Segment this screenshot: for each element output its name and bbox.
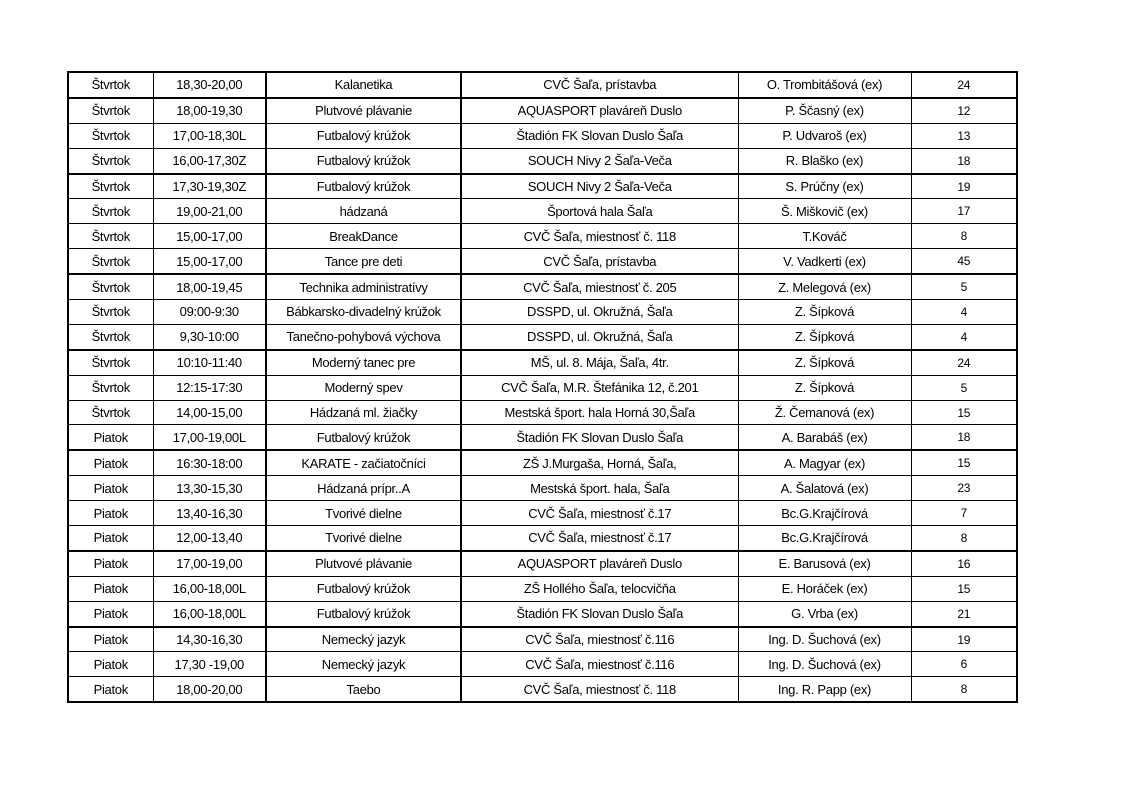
day-cell: Štvrtok [68,224,153,249]
schedule-table-body [68,72,1017,702]
count-cell: 8 [911,526,1017,551]
leader-cell: E. Barusová (ex) [738,551,911,576]
table-row [68,199,1017,224]
time-cell: 10:10-11:40 [153,350,266,375]
count-cell: 16 [911,551,1017,576]
location-cell: CVČ Šaľa, miestnosť č.116 [461,652,738,677]
table-row [68,425,1017,450]
leader-cell: Ing. D. Šuchová (ex) [738,652,911,677]
activity-cell: Bábkarsko-divadelný krúžok [266,300,461,325]
table-row [68,274,1017,299]
leader-cell: O. Trombitášová (ex) [738,72,911,98]
time-cell: 15,00-17,00 [153,224,266,249]
time-cell: 13,40-16,30 [153,501,266,526]
activity-cell: Nemecký jazyk [266,652,461,677]
count-cell: 4 [911,300,1017,325]
table-row [68,627,1017,652]
location-cell: CVČ Šaľa, miestnosť č.17 [461,526,738,551]
count-cell: 8 [911,224,1017,249]
table-row [68,249,1017,274]
time-cell: 17,00-19,00 [153,551,266,576]
activity-cell: Tance pre deti [266,249,461,274]
day-cell: Piatok [68,677,153,702]
day-cell: Piatok [68,652,153,677]
table-row [68,350,1017,375]
count-cell: 12 [911,98,1017,123]
day-cell: Štvrtok [68,300,153,325]
day-cell: Štvrtok [68,199,153,224]
activity-cell: Hádzaná ml. žiačky [266,400,461,425]
location-cell: SOUCH Nivy 2 Šaľa-Veča [461,148,738,173]
table-row [68,148,1017,173]
activity-cell: hádzaná [266,199,461,224]
leader-cell: P. Ščasný (ex) [738,98,911,123]
day-cell: Piatok [68,425,153,450]
table-row [68,98,1017,123]
activity-cell: Futbalový krúžok [266,174,461,199]
activity-cell: KARATE - začiatočníci [266,450,461,475]
table-row [68,174,1017,199]
location-cell: ZŠ Hollého Šaľa, telocvičňa [461,576,738,601]
time-cell: 12,00-13,40 [153,526,266,551]
table-row [68,551,1017,576]
table-row [68,400,1017,425]
count-cell: 5 [911,274,1017,299]
time-cell: 13,30-15,30 [153,476,266,501]
activity-cell: Plutvové plávanie [266,551,461,576]
time-cell: 19,00-21,00 [153,199,266,224]
table-row [68,476,1017,501]
day-cell: Piatok [68,551,153,576]
day-cell: Štvrtok [68,98,153,123]
time-cell: 12:15-17:30 [153,375,266,400]
time-cell: 9,30-10:00 [153,324,266,349]
location-cell: Štadión FK Slovan Duslo Šaľa [461,425,738,450]
day-cell: Štvrtok [68,72,153,98]
day-cell: Piatok [68,576,153,601]
day-cell: Štvrtok [68,400,153,425]
activity-cell: Hádzaná prípr..A [266,476,461,501]
activity-cell: Futbalový krúžok [266,425,461,450]
location-cell: CVČ Šaľa, miestnosť č.17 [461,501,738,526]
leader-cell: A. Barabáš (ex) [738,425,911,450]
activity-cell: Plutvové plávanie [266,98,461,123]
time-cell: 16,00-18,00L [153,576,266,601]
leader-cell: Z. Šípková [738,300,911,325]
table-row [68,677,1017,702]
count-cell: 7 [911,501,1017,526]
day-cell: Piatok [68,450,153,475]
activity-cell: Kalanetika [266,72,461,98]
day-cell: Štvrtok [68,249,153,274]
activity-cell: Nemecký jazyk [266,627,461,652]
count-cell: 18 [911,425,1017,450]
table-row [68,375,1017,400]
leader-cell: E. Horáček (ex) [738,576,911,601]
location-cell: CVČ Šaľa, prístavba [461,249,738,274]
count-cell: 4 [911,324,1017,349]
activity-cell: Moderný spev [266,375,461,400]
day-cell: Piatok [68,476,153,501]
location-cell: Mestská šport. hala, Šaľa [461,476,738,501]
count-cell: 24 [911,350,1017,375]
count-cell: 24 [911,72,1017,98]
location-cell: Štadión FK Slovan Duslo Šaľa [461,123,738,148]
table-row [68,652,1017,677]
count-cell: 13 [911,123,1017,148]
location-cell: Športová hala Šaľa [461,199,738,224]
time-cell: 17,30-19,30Z [153,174,266,199]
activity-cell: Tvorivé dielne [266,501,461,526]
time-cell: 17,30 -19,00 [153,652,266,677]
leader-cell: Z. Šípková [738,324,911,349]
count-cell: 6 [911,652,1017,677]
time-cell: 14,00-15,00 [153,400,266,425]
activity-cell: Tvorivé dielne [266,526,461,551]
count-cell: 21 [911,601,1017,626]
location-cell: Mestská šport. hala Horná 30,Šaľa [461,400,738,425]
day-cell: Štvrtok [68,148,153,173]
count-cell: 17 [911,199,1017,224]
leader-cell: P. Udvaroš (ex) [738,123,911,148]
table-row [68,224,1017,249]
time-cell: 14,30-16,30 [153,627,266,652]
activity-cell: Technika administratívy [266,274,461,299]
activity-cell: Futbalový krúžok [266,123,461,148]
day-cell: Štvrtok [68,274,153,299]
time-cell: 18,30-20,00 [153,72,266,98]
activity-cell: Futbalový krúžok [266,576,461,601]
time-cell: 16,00-17,30Z [153,148,266,173]
table-row [68,123,1017,148]
location-cell: CVČ Šaľa, M.R. Štefánika 12, č.201 [461,375,738,400]
leader-cell: Bc.G.Krajčírová [738,526,911,551]
schedule-table [67,71,1018,703]
location-cell: MŠ, ul. 8. Mája, Šaľa, 4tr. [461,350,738,375]
table-row [68,601,1017,626]
count-cell: 18 [911,148,1017,173]
location-cell: CVČ Šaľa, miestnosť č.116 [461,627,738,652]
leader-cell: Z. Šípková [738,375,911,400]
location-cell: ZŠ J.Murgaša, Horná, Šaľa, [461,450,738,475]
activity-cell: Moderný tanec pre [266,350,461,375]
count-cell: 19 [911,627,1017,652]
table-row [68,72,1017,98]
leader-cell: Z. Melegová (ex) [738,274,911,299]
count-cell: 15 [911,400,1017,425]
table-row [68,576,1017,601]
day-cell: Štvrtok [68,350,153,375]
day-cell: Štvrtok [68,123,153,148]
activity-cell: Tanečno-pohybová výchova [266,324,461,349]
leader-cell: R. Blaško (ex) [738,148,911,173]
time-cell: 16:30-18:00 [153,450,266,475]
location-cell: AQUASPORT plaváreň Duslo [461,551,738,576]
leader-cell: G. Vrba (ex) [738,601,911,626]
leader-cell: A. Magyar (ex) [738,450,911,475]
time-cell: 18,00-19,30 [153,98,266,123]
leader-cell: Z. Šípková [738,350,911,375]
location-cell: DSSPD, ul. Okružná, Šaľa [461,300,738,325]
location-cell: DSSPD, ul. Okružná, Šaľa [461,324,738,349]
location-cell: CVČ Šaľa, miestnosť č. 118 [461,224,738,249]
leader-cell: Ž. Čemanová (ex) [738,400,911,425]
table-row [68,526,1017,551]
location-cell: Štadión FK Slovan Duslo Šaľa [461,601,738,626]
day-cell: Štvrtok [68,174,153,199]
location-cell: CVČ Šaľa, prístavba [461,72,738,98]
count-cell: 19 [911,174,1017,199]
leader-cell: T.Kováč [738,224,911,249]
table-row [68,300,1017,325]
day-cell: Piatok [68,627,153,652]
day-cell: Štvrtok [68,324,153,349]
time-cell: 18,00-19,45 [153,274,266,299]
time-cell: 09:00-9:30 [153,300,266,325]
table-row [68,501,1017,526]
day-cell: Piatok [68,526,153,551]
leader-cell: Ing. D. Šuchová (ex) [738,627,911,652]
count-cell: 15 [911,576,1017,601]
count-cell: 15 [911,450,1017,475]
count-cell: 23 [911,476,1017,501]
location-cell: AQUASPORT plaváreň Duslo [461,98,738,123]
day-cell: Piatok [68,601,153,626]
location-cell: CVČ Šaľa, miestnosť č. 118 [461,677,738,702]
time-cell: 17,00-18,30L [153,123,266,148]
time-cell: 16,00-18,00L [153,601,266,626]
activity-cell: BreakDance [266,224,461,249]
count-cell: 45 [911,249,1017,274]
leader-cell: S. Prúčny (ex) [738,174,911,199]
activity-cell: Taebo [266,677,461,702]
table-row [68,324,1017,349]
count-cell: 8 [911,677,1017,702]
count-cell: 5 [911,375,1017,400]
activity-cell: Futbalový krúžok [266,148,461,173]
location-cell: SOUCH Nivy 2 Šaľa-Veča [461,174,738,199]
leader-cell: V. Vadkerti (ex) [738,249,911,274]
time-cell: 17,00-19,00L [153,425,266,450]
day-cell: Štvrtok [68,375,153,400]
location-cell: CVČ Šaľa, miestnosť č. 205 [461,274,738,299]
leader-cell: Š. Miškovič (ex) [738,199,911,224]
day-cell: Piatok [68,501,153,526]
table-row [68,450,1017,475]
time-cell: 15,00-17,00 [153,249,266,274]
time-cell: 18,00-20,00 [153,677,266,702]
leader-cell: A. Šalatová (ex) [738,476,911,501]
leader-cell: Ing. R. Papp (ex) [738,677,911,702]
activity-cell: Futbalový krúžok [266,601,461,626]
leader-cell: Bc.G.Krajčírová [738,501,911,526]
